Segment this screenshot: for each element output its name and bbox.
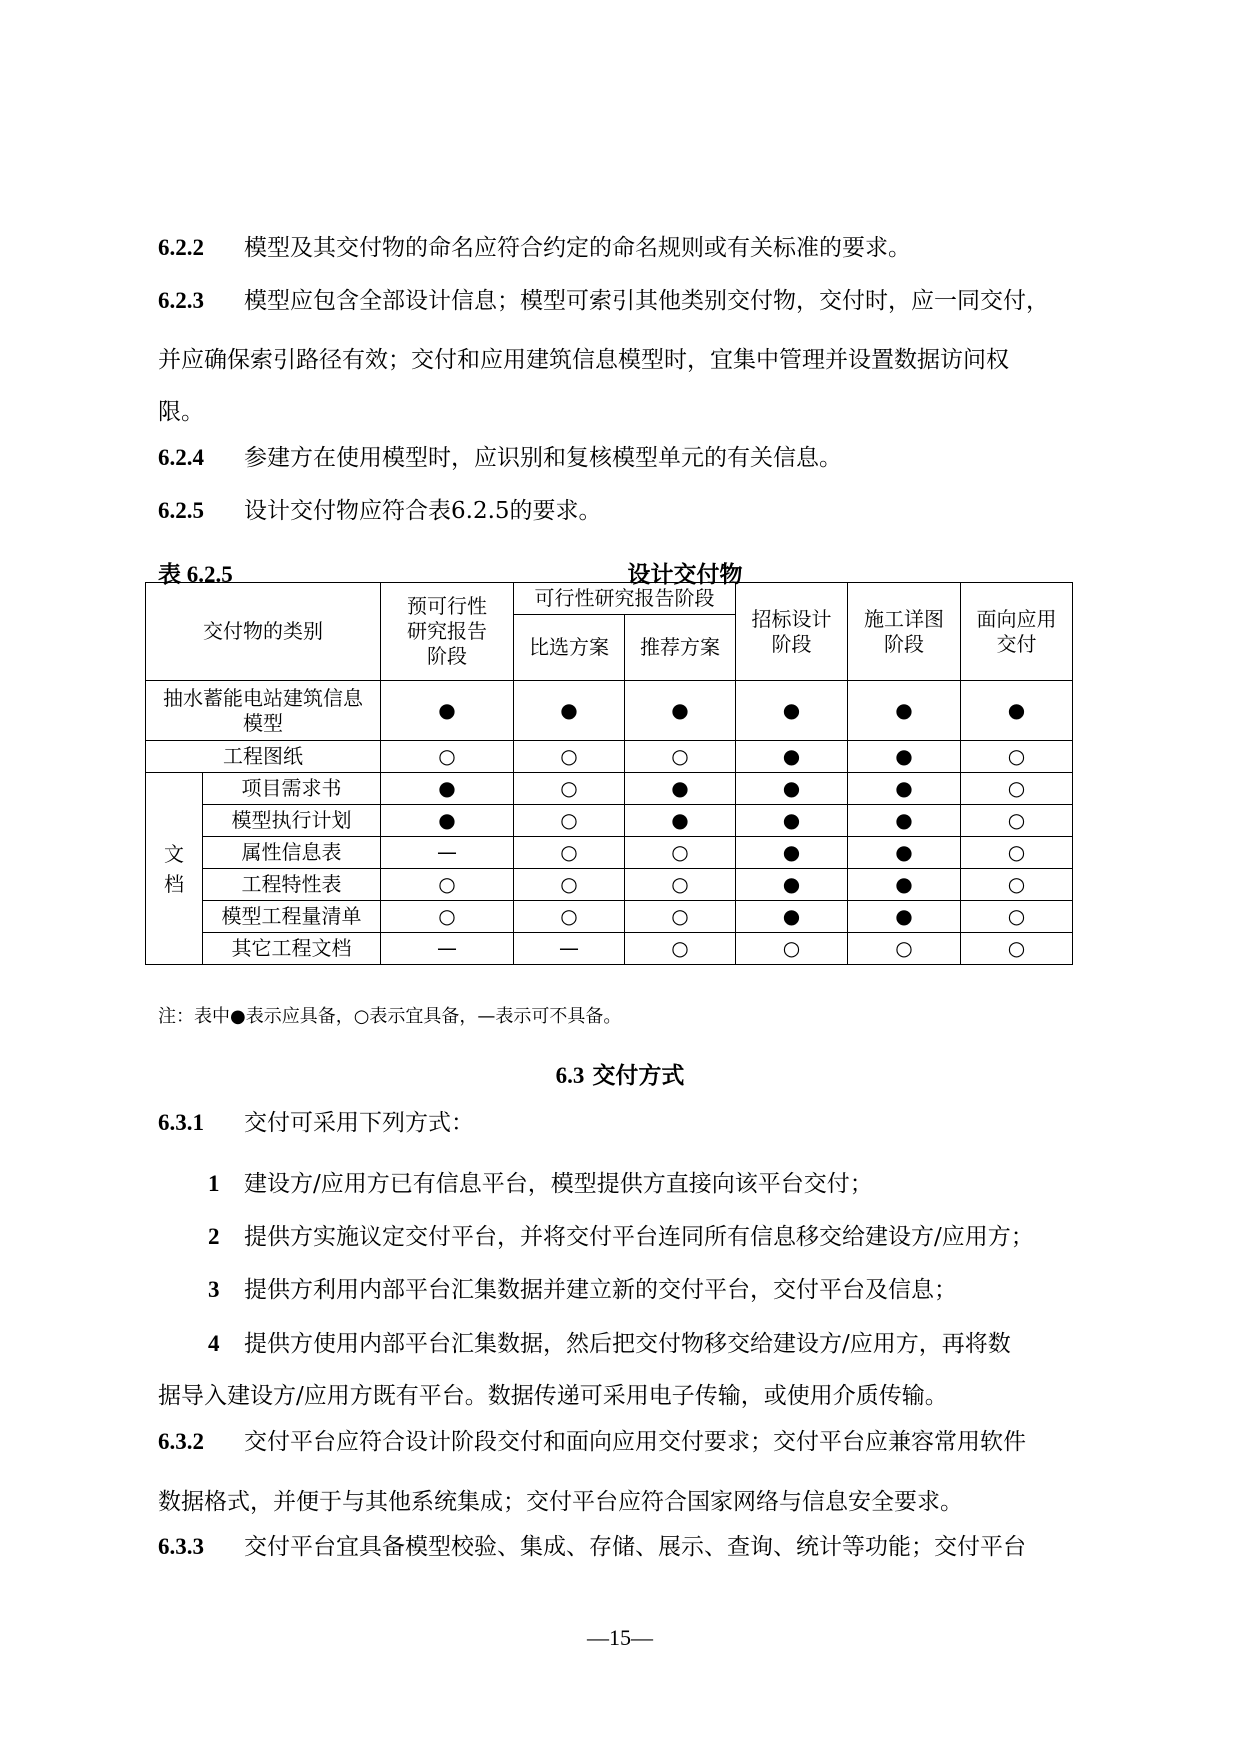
- mark-cell: ●: [848, 901, 961, 933]
- row-name: 项目需求书: [203, 773, 381, 805]
- mark-cell: ●: [848, 837, 961, 869]
- para-6-3-2: [158, 1430, 1088, 1454]
- para-6-2-5: [158, 499, 1088, 523]
- mark-cell: ●: [625, 681, 736, 741]
- mark-cell: ●: [848, 869, 961, 901]
- mark-cell: ○: [625, 901, 736, 933]
- clause-text: 交付可采用下列方式：: [244, 1110, 474, 1136]
- header-category: 交付物的类别: [146, 583, 381, 681]
- mark-cell: ●: [736, 773, 848, 805]
- mark-cell: ○: [514, 773, 625, 805]
- clause-number: 6.2.4: [158, 445, 204, 470]
- header-compare: 比选方案: [514, 615, 625, 681]
- section-heading: [0, 1057, 1240, 1090]
- mark-cell: ○: [736, 933, 848, 965]
- mark-cell: ●: [381, 805, 514, 837]
- table-row: [146, 869, 1073, 901]
- mark-cell: ○: [514, 901, 625, 933]
- mark-cell: ●: [736, 837, 848, 869]
- para-6-2-2: [158, 236, 1088, 260]
- mark-cell: ●: [848, 681, 961, 741]
- list-item-continuation: 据导入建设方/应用方既有平台。数据传递可采用电子传输，或使用介质传输。: [158, 1383, 948, 1409]
- mark-cell: ○: [961, 933, 1073, 965]
- mark-cell: ○: [514, 869, 625, 901]
- mark-cell: ○: [514, 837, 625, 869]
- mark-cell: ○: [625, 869, 736, 901]
- mark-cell: ●: [736, 681, 848, 741]
- para-6-3-1: [158, 1111, 1088, 1135]
- mark-cell: —: [514, 933, 625, 965]
- para-6-2-3-line2: 并应确保索引路径有效；交付和应用建筑信息模型时，宜集中管理并设置数据访问权: [158, 347, 1009, 373]
- mark-cell: ○: [514, 741, 625, 773]
- mark-cell: ○: [381, 741, 514, 773]
- section-title: 交付方式: [592, 1062, 685, 1089]
- para-6-3-3: [158, 1535, 1088, 1559]
- list-item: 1 建设方/应用方已有信息平台，模型提供方直接向该平台交付；: [208, 1171, 873, 1197]
- list-item: 2 提供方实施议定交付平台，并将交付平台连同所有信息移交给建设方/应用方；: [208, 1224, 1034, 1250]
- clause-number: 6.2.5: [158, 498, 204, 523]
- mark-cell: ○: [848, 933, 961, 965]
- page-number: —15—: [587, 1625, 653, 1650]
- mark-cell: ○: [625, 933, 736, 965]
- table-row: [146, 901, 1073, 933]
- list-item: 4 提供方使用内部平台汇集数据，然后把交付物移交给建设方/应用方，再将数: [208, 1331, 1011, 1357]
- mark-cell: ●: [381, 773, 514, 805]
- mark-cell: ○: [961, 805, 1073, 837]
- mark-cell: ●: [736, 805, 848, 837]
- mark-cell: ●: [514, 681, 625, 741]
- table-row: [146, 681, 1073, 741]
- mark-cell: ○: [514, 805, 625, 837]
- mark-cell: ○: [961, 741, 1073, 773]
- mark-cell: —: [381, 837, 514, 869]
- mark-cell: ●: [625, 773, 736, 805]
- mark-cell: ○: [961, 837, 1073, 869]
- header-bid-design: 招标设计阶段: [736, 583, 848, 681]
- clause-number: 6.3.2: [158, 1429, 204, 1454]
- row-name: 属性信息表: [203, 837, 381, 869]
- clause-number: 6.3.1: [158, 1110, 204, 1135]
- header-application: 面向应用交付: [961, 583, 1073, 681]
- mark-cell: ●: [736, 741, 848, 773]
- header-recommend: 推荐方案: [625, 615, 736, 681]
- row-name: 抽水蓄能电站建筑信息模型: [146, 681, 381, 741]
- table-row: [146, 805, 1073, 837]
- para-6-2-3: [158, 289, 1088, 313]
- table-label: 表 6.2.5: [158, 562, 233, 587]
- deliverables-table: [145, 582, 1073, 965]
- header-prefeasibility: 预可行性研究报告阶段: [381, 583, 514, 681]
- table-row: [146, 837, 1073, 869]
- clause-number: 6.2.2: [158, 235, 204, 260]
- mark-cell: ●: [848, 741, 961, 773]
- mark-cell: ○: [961, 773, 1073, 805]
- list-item: 3 提供方利用内部平台汇集数据并建立新的交付平台，交付平台及信息；: [208, 1277, 957, 1303]
- clause-text: 模型及其交付物的命名应符合约定的命名规则或有关标准的要求。: [244, 235, 911, 261]
- clause-text: 模型应包含全部设计信息；模型可索引其他类别交付物，交付时，应一同交付，: [244, 288, 1049, 314]
- mark-cell: ●: [736, 869, 848, 901]
- row-name: 工程图纸: [146, 741, 381, 773]
- mark-cell: ○: [961, 869, 1073, 901]
- row-name: 工程特性表: [203, 869, 381, 901]
- header-detail-design: 施工详图阶段: [848, 583, 961, 681]
- mark-cell: ●: [381, 681, 514, 741]
- mark-cell: ●: [848, 773, 961, 805]
- para-6-3-2-line2: 数据格式，并便于与其他系统集成；交付平台应符合国家网络与信息安全要求。: [158, 1489, 963, 1515]
- mark-cell: ●: [625, 805, 736, 837]
- group-document: 文档: [146, 773, 203, 965]
- mark-cell: ○: [625, 741, 736, 773]
- mark-cell: ○: [625, 837, 736, 869]
- row-name: 模型工程量清单: [203, 901, 381, 933]
- table-row: [146, 933, 1073, 965]
- mark-cell: ●: [736, 901, 848, 933]
- clause-text: 设计交付物应符合表6.2.5的要求。: [244, 498, 602, 524]
- table-row: [146, 741, 1073, 773]
- row-name: 其它工程文档: [203, 933, 381, 965]
- header-feasibility: 可行性研究报告阶段: [514, 583, 736, 615]
- section-number: 6.3: [555, 1063, 585, 1088]
- mark-cell: ●: [961, 681, 1073, 741]
- para-6-2-4: [158, 446, 1088, 470]
- table-row: [146, 773, 1073, 805]
- row-name: 模型执行计划: [203, 805, 381, 837]
- clause-text: 交付平台宜具备模型校验、集成、存储、展示、查询、统计等功能；交付平台: [244, 1534, 1026, 1560]
- mark-cell: ●: [848, 805, 961, 837]
- table-note: 注：表中●表示应具备，○表示宜具备，—表示可不具备。: [158, 1006, 622, 1027]
- mark-cell: ○: [961, 901, 1073, 933]
- mark-cell: —: [381, 933, 514, 965]
- table-title: 设计交付物: [627, 562, 743, 588]
- clause-number: 6.3.3: [158, 1534, 204, 1559]
- clause-number: 6.2.3: [158, 288, 204, 313]
- mark-cell: ○: [381, 869, 514, 901]
- clause-text: 交付平台应符合设计阶段交付和面向应用交付要求；交付平台应兼容常用软件: [244, 1429, 1026, 1455]
- mark-cell: ○: [381, 901, 514, 933]
- clause-text: 参建方在使用模型时，应识别和复核模型单元的有关信息。: [244, 445, 842, 471]
- para-6-2-3-line3: 限。: [158, 399, 204, 425]
